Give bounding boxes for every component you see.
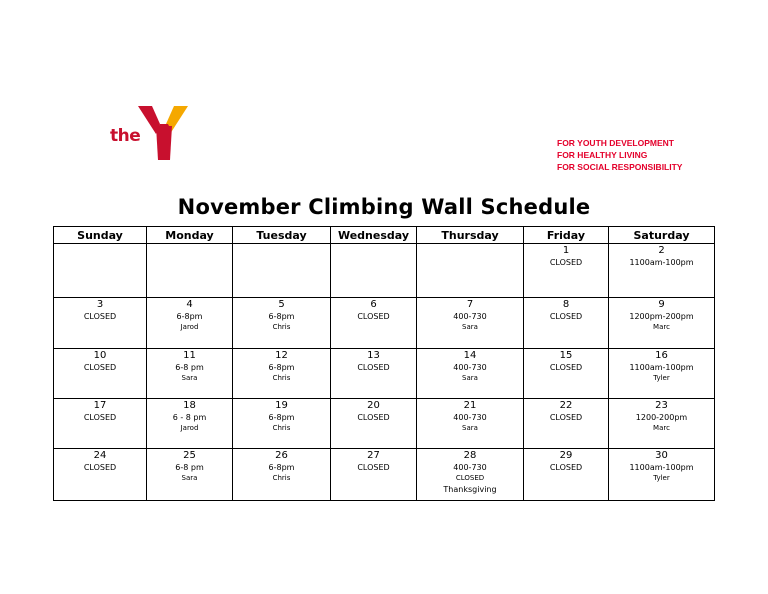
staff-or-note-text: Jarod [180,424,199,432]
calendar-day-cell [609,349,715,399]
calendar-day-cell [609,298,715,349]
day-number: 9 [658,299,665,310]
day-number: 25 [183,450,196,461]
calendar-day-cell [331,298,417,349]
day-number: 24 [93,450,107,461]
hours-text: 400-730 [453,413,487,422]
calendar-day-cell [233,399,331,449]
calendar-day-cell [417,244,524,298]
day-header: Thursday [417,227,524,244]
staff-or-note-text: Chris [272,424,291,432]
ymca-y-icon [138,104,192,162]
day-number: 16 [655,350,668,361]
calendar-day-cell [233,298,331,349]
calendar-day-cell [147,298,233,349]
day-header: Monday [147,227,233,244]
staff-or-note-text: Jarod [180,323,199,331]
staff-or-note-text: Sara [462,323,478,331]
calendar-week-row [54,244,715,298]
tagline [557,137,682,173]
tagline-line: FOR HEALTHY LIVING [557,150,648,160]
staff-or-note-text: Sara [462,374,478,382]
hours-text: CLOSED [357,463,390,472]
calendar-week-row [54,349,715,399]
calendar-header-row [54,227,715,244]
calendar-day-cell [147,244,233,298]
hours-text: 6-8pm [268,463,295,472]
day-number: 30 [655,450,668,461]
hours-text: CLOSED [83,312,117,321]
day-number: 19 [275,400,288,411]
calendar-week-row [54,298,715,349]
page-title: November Climbing Wall Schedule [177,195,591,219]
hours-text: CLOSED [549,258,583,267]
calendar-table [53,226,715,501]
day-number: 13 [367,350,380,361]
day-number: 21 [463,400,477,411]
staff-or-note-text: Marc [653,323,670,331]
day-number: 4 [186,299,193,310]
staff-or-note-text: Sara [462,424,478,432]
staff-or-note-text: Marc [653,424,670,432]
day-number: 10 [93,350,107,361]
day-header: Wednesday [331,227,417,244]
calendar-day-cell [417,449,524,501]
calendar-week-row [54,449,715,501]
calendar-day-cell [417,298,524,349]
hours-text: 6-8pm [268,363,295,372]
calendar-day-cell [54,399,147,449]
calendar-day-cell [331,449,417,501]
hours-text: 1100am-100pm [629,463,694,472]
day-header: Saturday [609,227,715,244]
day-number: 27 [367,450,380,461]
day-number: 3 [96,299,104,310]
day-number: 14 [463,350,477,361]
day-number: 15 [559,350,573,361]
tagline-line: FOR YOUTH DEVELOPMENT [557,138,674,148]
calendar-day-cell [609,399,715,449]
day-number: 23 [655,400,668,411]
day-number: 1 [562,245,570,256]
staff-or-note-text: Chris [272,374,291,382]
day-number: 22 [559,400,573,411]
tagline-line: FOR SOCIAL RESPONSIBILITY [557,162,683,172]
calendar-day-cell [54,349,147,399]
calendar-day-cell [524,349,609,399]
hours-text: CLOSED [357,413,390,422]
calendar-day-cell [147,349,233,399]
calendar-day-cell [54,449,147,501]
hours-text: CLOSED [549,463,583,472]
calendar-day-cell [417,399,524,449]
calendar-day-cell [54,244,147,298]
hours-text: CLOSED [83,363,117,372]
logo-the-text: the [110,126,141,146]
calendar-day-cell [147,449,233,501]
day-number: 28 [463,450,477,461]
day-number: 6 [370,299,377,310]
day-number: 8 [562,299,570,310]
day-number: 17 [93,400,107,411]
day-number: 20 [367,400,380,411]
hours-text: 6-8 pm [175,463,204,472]
calendar-day-cell [147,399,233,449]
calendar-day-cell [331,244,417,298]
hours-text: 400-730 [453,312,487,321]
day-number: 7 [466,299,474,310]
hours-text: 6-8pm [176,312,203,321]
hours-text: 400-730 [453,463,487,472]
hours-text: 1100am-100pm [629,363,694,372]
hours-text: CLOSED [549,413,583,422]
calendar-day-cell [331,399,417,449]
calendar-day-cell [233,244,331,298]
ymca-logo [108,104,192,164]
hours-text: CLOSED [357,363,390,372]
calendar-day-cell [233,349,331,399]
hours-text: 1100am-100pm [629,258,694,267]
staff-or-note-text: Sara [181,374,198,382]
staff-or-note-text: CLOSED [455,474,485,482]
hours-text: 1200-200pm [635,413,688,422]
day-number: 5 [278,299,285,310]
day-number: 2 [658,245,665,256]
calendar-day-cell [609,449,715,501]
day-header: Tuesday [233,227,331,244]
hours-text: CLOSED [357,312,390,321]
hours-text: CLOSED [549,363,583,372]
staff-or-note-text: Chris [272,474,291,482]
staff-or-note-text: Sara [181,474,198,482]
hours-text: CLOSED [549,312,583,321]
day-number: 29 [559,450,573,461]
hours-text: 1200pm-200pm [629,312,694,321]
day-number: 11 [183,350,196,361]
day-header: Friday [524,227,609,244]
hours-text: CLOSED [83,413,117,422]
calendar-day-cell [54,298,147,349]
hours-text: 6-8pm [268,413,295,422]
staff-or-note-text: Tyler [653,474,670,482]
calendar-day-cell [609,244,715,298]
calendar-day-cell [417,349,524,399]
calendar-day-cell [233,449,331,501]
hours-text: CLOSED [83,463,117,472]
staff-or-note-text: Chris [272,323,291,331]
day-header: Sunday [54,227,147,244]
calendar-day-cell [524,449,609,501]
hours-text: 400-730 [453,363,487,372]
day-number: 12 [275,350,288,361]
calendar-day-cell [524,244,609,298]
staff-or-note-text: Tyler [653,374,670,382]
hours-text: 6-8pm [268,312,295,321]
calendar-day-cell [524,399,609,449]
staff-or-note-text: Thanksgiving [443,485,497,494]
day-number: 26 [275,450,288,461]
day-number: 18 [183,400,196,411]
calendar-day-cell [524,298,609,349]
calendar-week-row [54,399,715,449]
hours-text: 6 - 8 pm [172,413,207,422]
hours-text: 6-8 pm [175,363,204,372]
calendar-day-cell [331,349,417,399]
